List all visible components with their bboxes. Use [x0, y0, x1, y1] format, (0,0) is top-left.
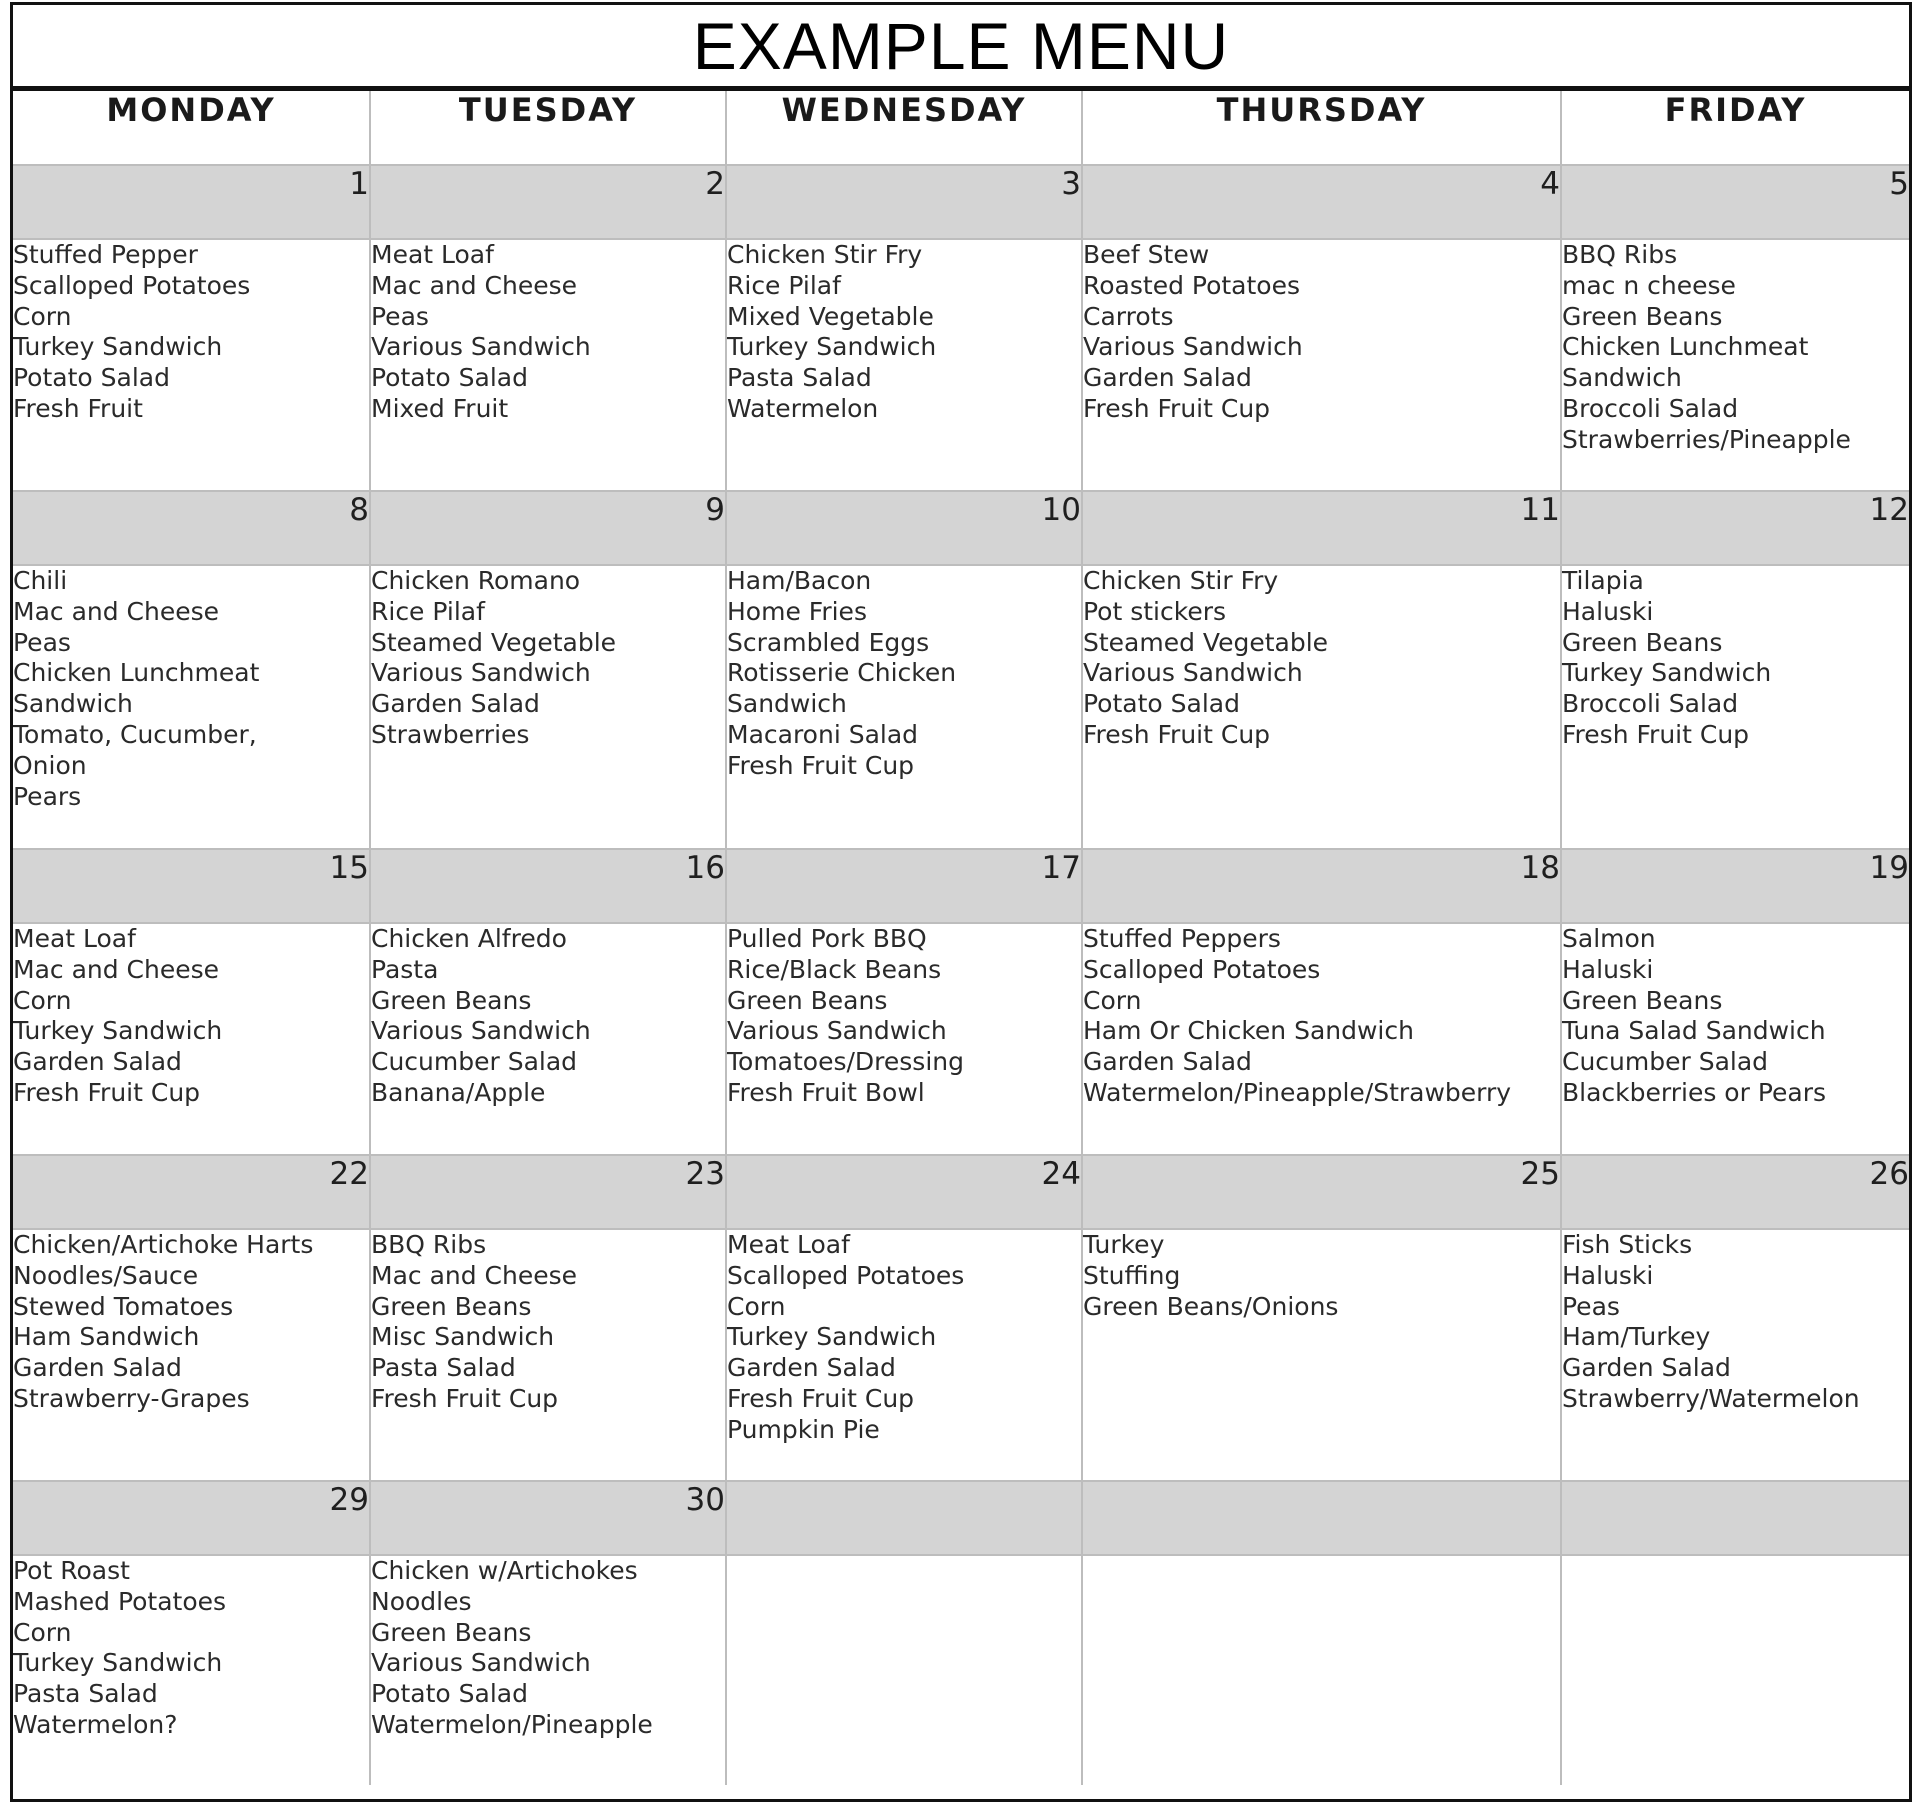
menu-item: Stuffing — [1083, 1260, 1181, 1290]
menu-item: Banana/Apple — [371, 1077, 546, 1107]
date-number: 25 — [1082, 1155, 1561, 1229]
menu-table — [13, 91, 1909, 1785]
menu-item: Chicken Romano — [371, 566, 581, 595]
date-number: 9 — [370, 491, 726, 565]
menu-item: Fresh Fruit Cup — [1562, 719, 1750, 749]
menu-item: Fresh Fruit Cup — [727, 1383, 915, 1413]
date-number: 22 — [13, 1155, 370, 1229]
date-row — [13, 165, 1909, 239]
menu-cell — [726, 923, 1082, 1155]
date-number: 29 — [13, 1481, 370, 1555]
menu-item: Home Fries — [727, 596, 867, 626]
menu-item: Garden Salad — [1083, 1047, 1252, 1077]
menu-item: Mac and Cheese — [13, 954, 220, 984]
menu-cell — [1561, 1555, 1909, 1785]
menu-item: Garden Salad — [13, 1047, 182, 1077]
menu-item: Potato Salad — [1083, 689, 1240, 719]
menu-item: Fresh Fruit Cup — [727, 750, 915, 780]
menu-item: Peas — [1562, 1291, 1620, 1321]
date-row — [13, 849, 1909, 923]
menu-item: Green Beans — [371, 1291, 532, 1321]
menu-item: Corn — [13, 301, 72, 331]
menu-item: Strawberry/Watermelon — [1562, 1383, 1860, 1413]
menu-item: Pasta Salad — [13, 1679, 158, 1709]
menu-item: Various Sandwich — [371, 332, 591, 362]
date-row — [13, 1155, 1909, 1229]
day-header-monday: MONDAY — [13, 91, 370, 165]
menu-item: Rotisserie Chicken — [727, 658, 957, 688]
menu-row — [13, 565, 1909, 849]
menu-calendar — [10, 2, 1912, 1802]
menu-item: Fresh Fruit Cup — [13, 1077, 201, 1107]
menu-item: Scrambled Eggs — [727, 627, 930, 657]
menu-item: Corn — [1083, 985, 1142, 1015]
menu-item: Peas — [13, 627, 71, 657]
page-title: EXAMPLE MENU — [13, 5, 1909, 91]
date-number: 19 — [1561, 849, 1909, 923]
date-number — [1082, 1481, 1561, 1555]
menu-item: Chicken Lunchmeat — [13, 658, 260, 688]
menu-item: Potato Salad — [371, 1679, 528, 1709]
date-row — [13, 1481, 1909, 1555]
date-number: 12 — [1561, 491, 1909, 565]
menu-row — [13, 239, 1909, 491]
menu-cell — [13, 239, 370, 491]
menu-row — [13, 1555, 1909, 1785]
menu-item: Tomato, Cucumber, — [13, 719, 257, 749]
menu-item: Chicken/Artichoke Harts — [13, 1230, 314, 1259]
menu-cell — [726, 1229, 1082, 1481]
menu-item: Chicken Stir Fry — [727, 240, 923, 269]
menu-item: Tuna Salad Sandwich — [1562, 1016, 1826, 1046]
menu-cell — [1082, 239, 1561, 491]
menu-item: Pasta Salad — [371, 1353, 516, 1383]
menu-cell — [1561, 239, 1909, 491]
menu-item: Steamed Vegetable — [1083, 627, 1329, 657]
menu-item: Various Sandwich — [371, 1016, 591, 1046]
date-number: 17 — [726, 849, 1082, 923]
menu-item: Sandwich — [727, 689, 847, 719]
menu-item: Strawberries/Pineapple — [1562, 424, 1851, 454]
date-number: 2 — [370, 165, 726, 239]
menu-item: Corn — [13, 1617, 72, 1647]
menu-item: Garden Salad — [727, 1353, 896, 1383]
menu-item: Turkey Sandwich — [727, 332, 937, 362]
date-number: 16 — [370, 849, 726, 923]
menu-cell — [726, 1555, 1082, 1785]
menu-item: Watermelon — [727, 393, 879, 423]
menu-item: Roasted Potatoes — [1083, 270, 1300, 300]
menu-item: Meat Loaf — [13, 924, 136, 953]
menu-item: Stewed Tomatoes — [13, 1291, 234, 1321]
date-number — [726, 1481, 1082, 1555]
menu-item: Peas — [371, 301, 429, 331]
menu-item: Blackberries or Pears — [1562, 1077, 1827, 1107]
menu-item: Green Beans/Onions — [1083, 1291, 1339, 1321]
day-header-thursday: THURSDAY — [1082, 91, 1561, 165]
menu-item: Macaroni Salad — [727, 719, 919, 749]
menu-item: Turkey Sandwich — [13, 332, 223, 362]
menu-item: Haluski — [1562, 596, 1654, 626]
menu-item: Pot Roast — [13, 1556, 130, 1585]
date-number — [1561, 1481, 1909, 1555]
menu-item: Turkey Sandwich — [1562, 658, 1772, 688]
menu-item: Potato Salad — [13, 363, 170, 393]
menu-item: Chili — [13, 566, 68, 595]
menu-item: Pumpkin Pie — [727, 1414, 880, 1444]
menu-item: Pulled Pork BBQ — [727, 924, 927, 953]
date-number: 11 — [1082, 491, 1561, 565]
menu-item: Various Sandwich — [371, 658, 591, 688]
date-number: 24 — [726, 1155, 1082, 1229]
menu-item: Ham Or Chicken Sandwich — [1083, 1016, 1414, 1046]
menu-item: Onion — [13, 750, 87, 780]
menu-cell — [1561, 1229, 1909, 1481]
menu-cell — [1082, 1555, 1561, 1785]
menu-item: Garden Salad — [13, 1353, 182, 1383]
menu-item: Mixed Vegetable — [727, 301, 934, 331]
menu-item: BBQ Ribs — [1562, 240, 1678, 269]
menu-item: Garden Salad — [1083, 363, 1252, 393]
menu-item: Various Sandwich — [1083, 332, 1303, 362]
menu-item: Stuffed Peppers — [1083, 924, 1281, 953]
date-number: 8 — [13, 491, 370, 565]
menu-item: Ham/Bacon — [727, 566, 872, 595]
menu-cell — [13, 923, 370, 1155]
menu-item: Noodles/Sauce — [13, 1260, 199, 1290]
menu-item: Various Sandwich — [371, 1648, 591, 1678]
menu-item: Chicken Lunchmeat — [1562, 332, 1809, 362]
menu-item: Pot stickers — [1083, 596, 1227, 626]
menu-item: Cucumber Salad — [1562, 1047, 1769, 1077]
menu-item: Turkey Sandwich — [727, 1322, 937, 1352]
menu-item: Pasta — [371, 954, 439, 984]
menu-item: Fresh Fruit — [13, 393, 143, 423]
menu-cell — [370, 565, 726, 849]
menu-cell — [370, 239, 726, 491]
menu-item: Salmon — [1562, 924, 1656, 953]
menu-item: Ham Sandwich — [13, 1322, 200, 1352]
menu-item: Cucumber Salad — [371, 1047, 578, 1077]
menu-item: Chicken w/Artichokes — [371, 1556, 638, 1585]
menu-item: Rice Pilaf — [727, 270, 841, 300]
menu-item: Sandwich — [13, 689, 133, 719]
menu-item: Tomatoes/Dressing — [727, 1047, 964, 1077]
menu-cell — [13, 565, 370, 849]
menu-item: Meat Loaf — [727, 1230, 850, 1259]
menu-item: Chicken Alfredo — [371, 924, 567, 953]
menu-cell — [1082, 1229, 1561, 1481]
menu-cell — [1561, 565, 1909, 849]
menu-item: Green Beans — [1562, 301, 1723, 331]
menu-item: Broccoli Salad — [1562, 393, 1739, 423]
menu-cell — [13, 1229, 370, 1481]
menu-item: Turkey Sandwich — [13, 1648, 223, 1678]
menu-cell — [726, 565, 1082, 849]
menu-item: mac n cheese — [1562, 270, 1736, 300]
menu-item: Fresh Fruit Cup — [1083, 393, 1271, 423]
menu-cell — [726, 239, 1082, 491]
menu-cell — [370, 923, 726, 1155]
day-header-tuesday: TUESDAY — [370, 91, 726, 165]
menu-item: Meat Loaf — [371, 240, 494, 269]
menu-item: Scalloped Potatoes — [727, 1260, 965, 1290]
menu-item: Watermelon/Pineapple — [371, 1709, 653, 1739]
menu-item: Strawberries — [371, 719, 530, 749]
date-number: 5 — [1561, 165, 1909, 239]
day-header-friday: FRIDAY — [1561, 91, 1909, 165]
menu-item: Carrots — [1083, 301, 1174, 331]
menu-item: Green Beans — [371, 1617, 532, 1647]
date-number: 10 — [726, 491, 1082, 565]
menu-item: Scalloped Potatoes — [13, 270, 251, 300]
menu-item: Haluski — [1562, 954, 1654, 984]
menu-cell — [13, 1555, 370, 1785]
menu-item: Noodles — [371, 1586, 472, 1616]
day-header-wednesday: WEDNESDAY — [726, 91, 1082, 165]
menu-cell — [370, 1229, 726, 1481]
menu-item: Tilapia — [1562, 566, 1644, 595]
menu-cell — [1082, 923, 1561, 1155]
menu-item: Green Beans — [1562, 627, 1723, 657]
menu-cell — [370, 1555, 726, 1785]
menu-item: Fresh Fruit Bowl — [727, 1077, 925, 1107]
menu-item: Steamed Vegetable — [371, 627, 617, 657]
menu-item: Green Beans — [727, 985, 888, 1015]
menu-item: Ham/Turkey — [1562, 1322, 1711, 1352]
date-number: 15 — [13, 849, 370, 923]
menu-item: Rice/Black Beans — [727, 954, 942, 984]
date-number: 23 — [370, 1155, 726, 1229]
menu-item: Various Sandwich — [1083, 658, 1303, 688]
menu-item: Mac and Cheese — [371, 1260, 578, 1290]
date-number: 3 — [726, 165, 1082, 239]
date-number: 30 — [370, 1481, 726, 1555]
menu-item: Mixed Fruit — [371, 393, 509, 423]
menu-item: Green Beans — [1562, 985, 1723, 1015]
menu-item: BBQ Ribs — [371, 1230, 487, 1259]
menu-item: Green Beans — [371, 985, 532, 1015]
day-header-row — [13, 91, 1909, 165]
menu-item: Sandwich — [1562, 363, 1682, 393]
menu-cell — [1082, 565, 1561, 849]
menu-item: Watermelon/Pineapple/Strawberry — [1083, 1077, 1512, 1107]
menu-item: Corn — [13, 985, 72, 1015]
menu-cell — [1561, 923, 1909, 1155]
date-row — [13, 491, 1909, 565]
menu-item: Pasta Salad — [727, 363, 872, 393]
menu-item: Misc Sandwich — [371, 1322, 555, 1352]
date-number: 26 — [1561, 1155, 1909, 1229]
menu-item: Rice Pilaf — [371, 596, 485, 626]
menu-row — [13, 1229, 1909, 1481]
menu-item: Fresh Fruit Cup — [371, 1383, 559, 1413]
menu-item: Mac and Cheese — [13, 596, 220, 626]
menu-item: Fresh Fruit Cup — [1083, 719, 1271, 749]
menu-item: Beef Stew — [1083, 240, 1210, 269]
menu-item: Various Sandwich — [727, 1016, 947, 1046]
menu-item: Potato Salad — [371, 363, 528, 393]
date-number: 18 — [1082, 849, 1561, 923]
menu-item: Watermelon? — [13, 1709, 178, 1739]
menu-item: Turkey — [1083, 1230, 1165, 1259]
menu-item: Scalloped Potatoes — [1083, 954, 1321, 984]
menu-item: Stuffed Pepper — [13, 240, 198, 269]
menu-item: Fish Sticks — [1562, 1230, 1693, 1259]
menu-item: Mac and Cheese — [371, 270, 578, 300]
menu-item: Mashed Potatoes — [13, 1586, 227, 1616]
date-number: 1 — [13, 165, 370, 239]
menu-item: Turkey Sandwich — [13, 1016, 223, 1046]
menu-item: Strawberry-Grapes — [13, 1383, 250, 1413]
menu-item: Garden Salad — [371, 689, 540, 719]
menu-item: Corn — [727, 1291, 786, 1321]
menu-item: Chicken Stir Fry — [1083, 566, 1279, 595]
menu-item: Pears — [13, 781, 82, 811]
menu-item: Haluski — [1562, 1260, 1654, 1290]
menu-item: Garden Salad — [1562, 1353, 1731, 1383]
menu-row — [13, 923, 1909, 1155]
menu-item: Broccoli Salad — [1562, 689, 1739, 719]
date-number: 4 — [1082, 165, 1561, 239]
